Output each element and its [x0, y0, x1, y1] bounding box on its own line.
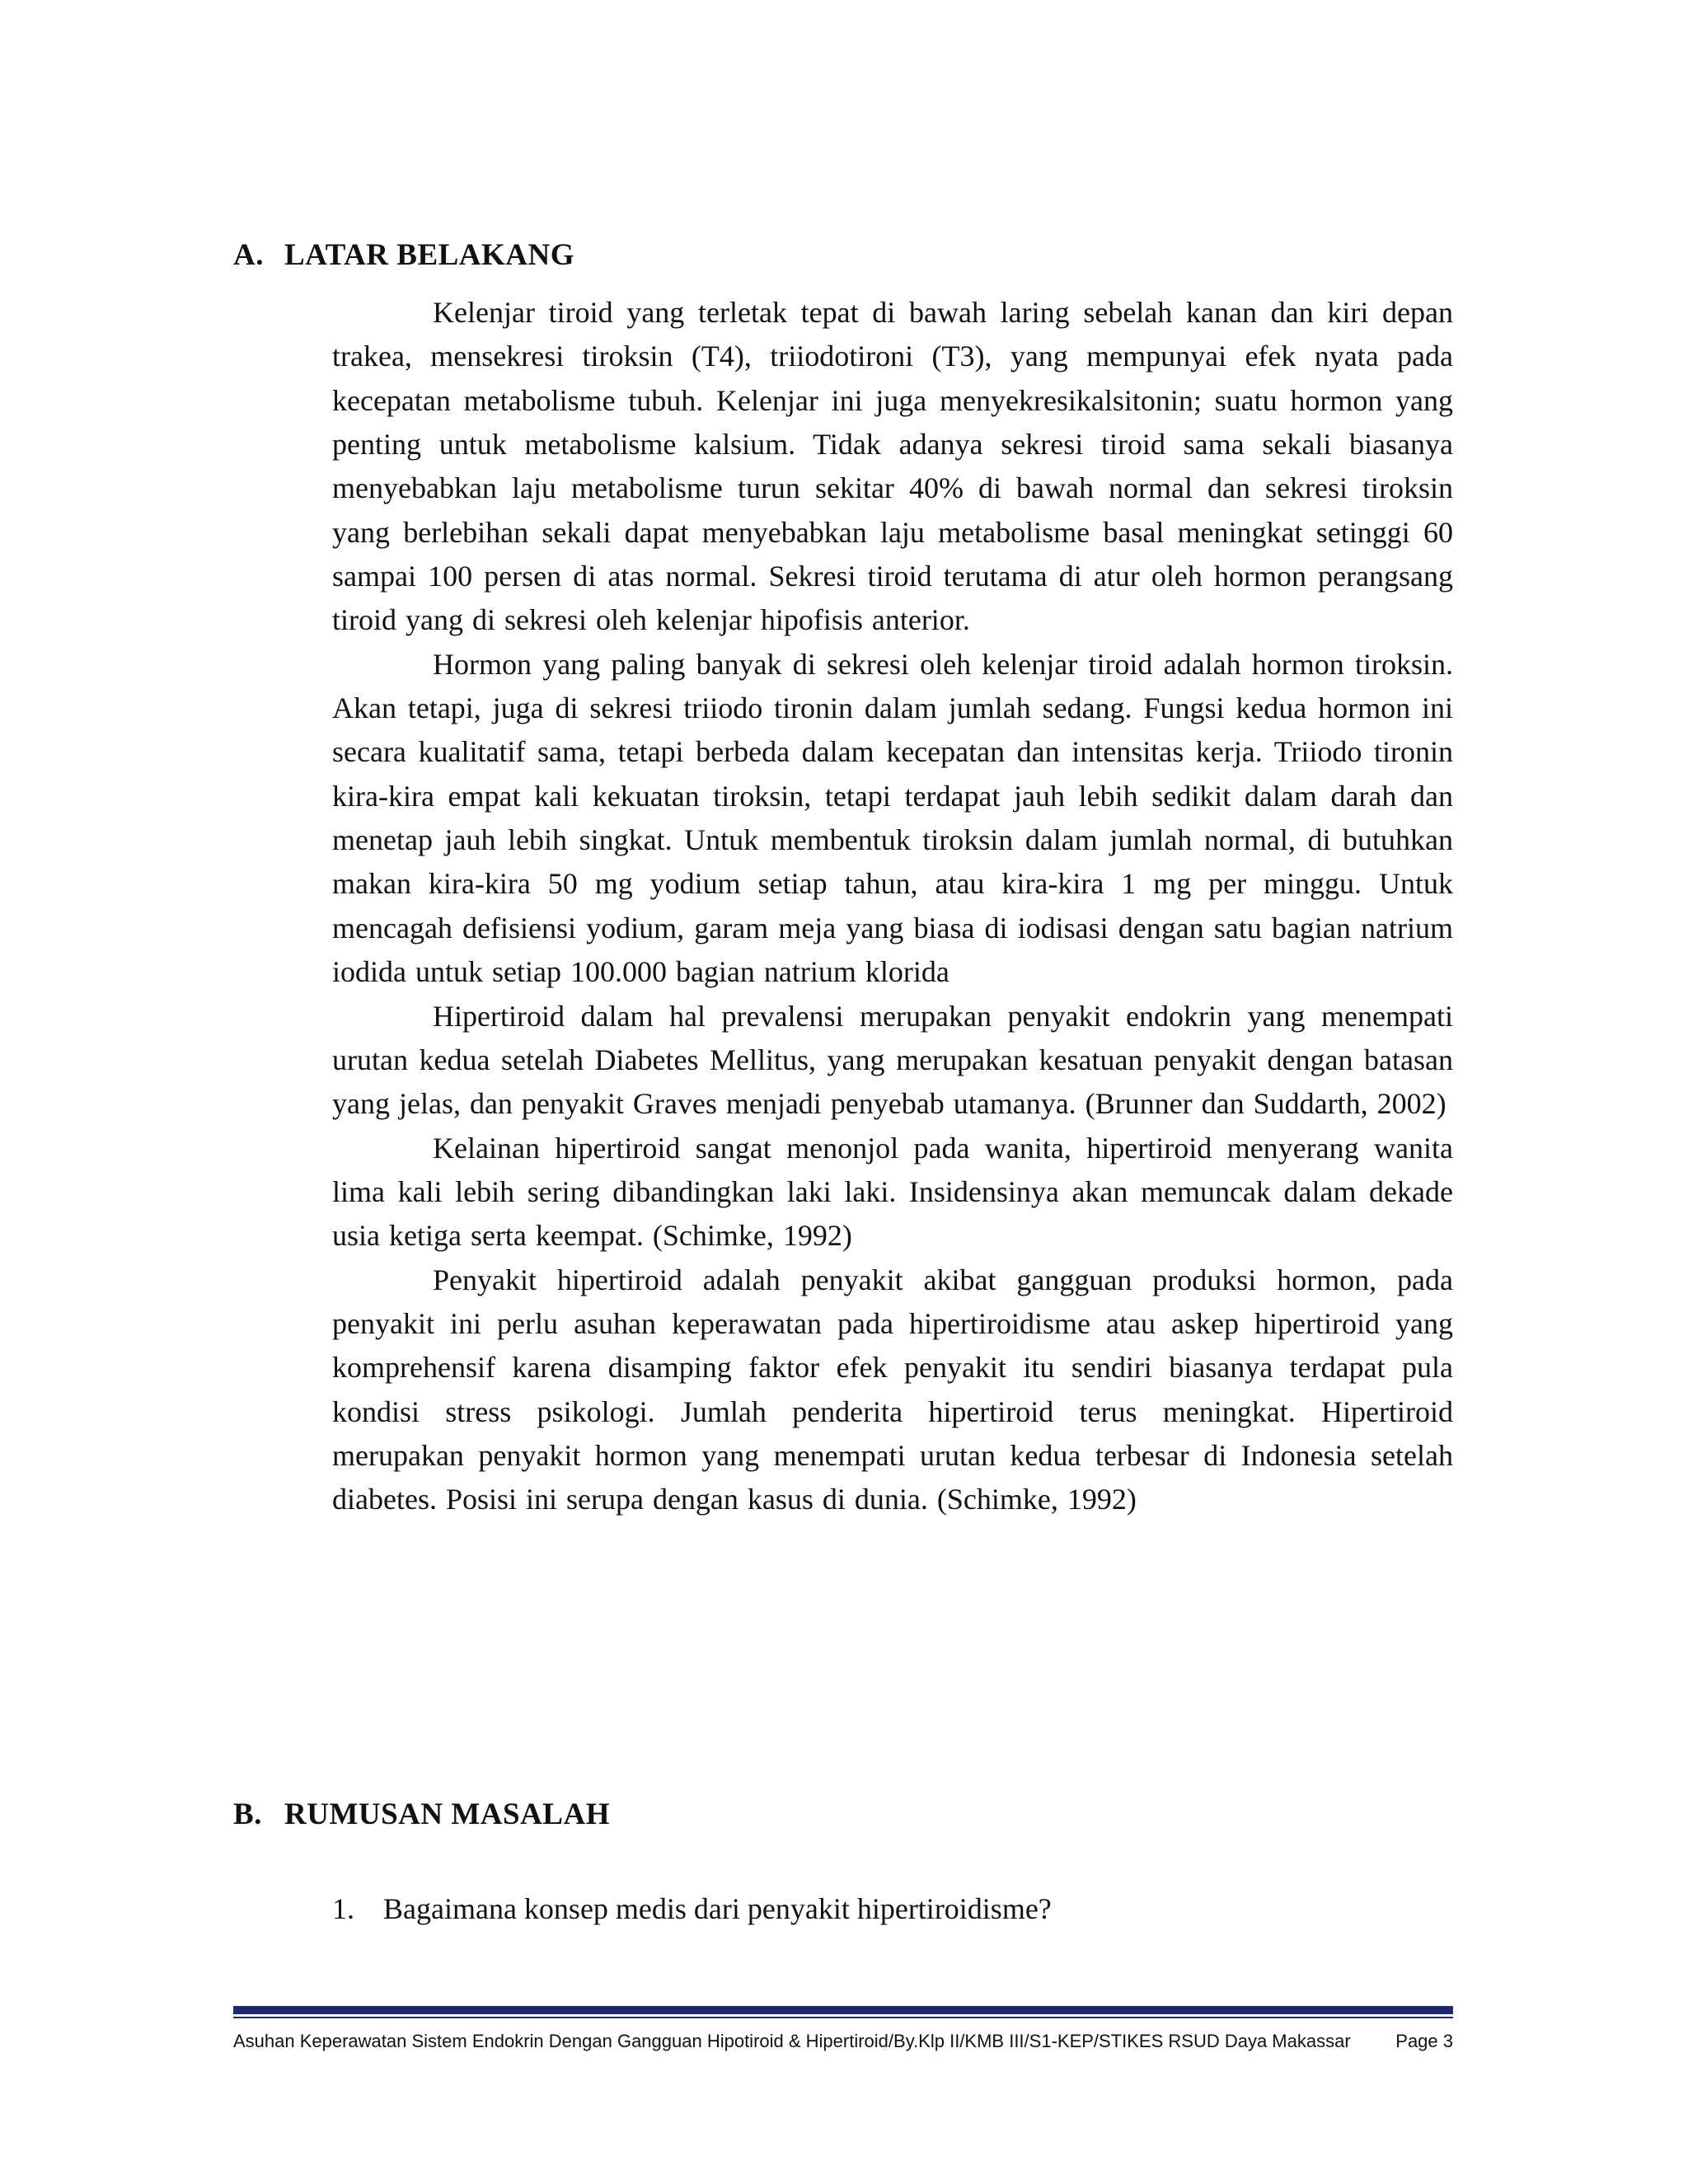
section-a-heading [233, 240, 574, 270]
page-number: Page 3 [1395, 2031, 1453, 2051]
footer-text: Asuhan Keperawatan Sistem Endokrin Dengan Gangguan Hipotiroid & Hipertiroid/By.Klp II/KMB III/S1-KEP/STIKES RSUD Daya Makassar [233, 2031, 1351, 2051]
section-b-title: RUMUSAN MASALAH [284, 1797, 610, 1831]
paragraph: Kelenjar tiroid yang terletak tepat di bawah laring sebelah kanan dan kiri depan trakea, mensekresi tiroksin (T4), triiodotironi (T3), yang mempunyai efek nyata pada kecepatan metabolisme tubuh. Kelenjar ini juga menyekresikalsitonin; suatu hormon yang penting untuk metabolisme kalsium. Tidak adanya sekresi tiroid sama sekali biasanya menyebabkan laju metabolisme turun sekitar 40% di bawah normal dan sekresi tiroksin yang berlebihan sekali dapat menyebabkan laju metabolisme basal meningkat setinggi 60 sampai 100 persen di atas normal. Sekresi tiroid terutama di atur oleh hormon perangsang tiroid yang di sekresi oleh kelenjar hipofisis anterior. [332, 296, 1453, 637]
page-footer [233, 2029, 1453, 2054]
list-item-text: Bagaimana konsep medis dari penyakit hipertiroidisme? [383, 1892, 1052, 1925]
footer-rule [233, 2006, 1453, 2014]
section-a-body [332, 291, 1453, 1522]
paragraph: Hipertiroid dalam hal prevalensi merupakan penyakit endokrin yang menempati urutan kedua setelah Diabetes Mellitus, yang merupakan kesatuan penyakit dengan batasan yang jelas, dan penyakit Graves menjadi penyebab utamanya. (Brunner dan Suddarth, 2002) [332, 999, 1453, 1121]
paragraph: Kelainan hipertiroid sangat menonjol pada wanita, hipertiroid menyerang wanita lima kali lebih sering dibandingkan laki laki. Insidensinya akan memuncak dalam dekade usia ketiga serta keempat. (Schimke, 1992) [332, 1131, 1453, 1253]
section-b-number: B. [233, 1797, 262, 1831]
list-item-number: 1. [332, 1892, 354, 1925]
section-a-number: A. [233, 238, 264, 272]
section-b-heading [233, 1799, 610, 1830]
footer-rule-thin [233, 2017, 1453, 2018]
paragraph: Penyakit hipertiroid adalah penyakit akibat gangguan produksi hormon, pada penyakit ini perlu asuhan keperawatan pada hipertiroidisme atau askep hipertiroid yang komprehensif karena disamping faktor efek penyakit itu sendiri biasanya terdapat pula kondisi stress psikologi. Jumlah penderita hipertiroid terus meningkat. Hipertiroid merupakan penyakit hormon yang menempati urutan kedua terbesar di Indonesia setelah diabetes. Posisi ini serupa dengan kasus di dunia. (Schimke, 1992) [332, 1263, 1453, 1516]
paragraph: Hormon yang paling banyak di sekresi oleh kelenjar tiroid adalah hormon tiroksin. Akan tetapi, juga di sekresi triiodo tironin dalam jumlah sedang. Fungsi kedua hormon ini secara kualitatif sama, tetapi berbeda dalam kecepatan dan intensitas kerja. Triiodo tironin kira-kira empat kali kekuatan tiroksin, tetapi terdapat jauh lebih sedikit dalam darah dan menetap jauh lebih singkat. Untuk membentuk tiroksin dalam jumlah normal, di butuhkan makan kira-kira 50 mg yodium setiap tahun, atau kira-kira 1 mg per minggu. Untuk mencagah defisiensi yodium, garam meja yang biasa di iodisasi dengan satu bagian natrium iodida untuk setiap 100.000 bagian natrium klorida [332, 647, 1453, 989]
list-item [332, 1887, 1052, 1931]
section-a-title: LATAR BELAKANG [284, 238, 575, 272]
